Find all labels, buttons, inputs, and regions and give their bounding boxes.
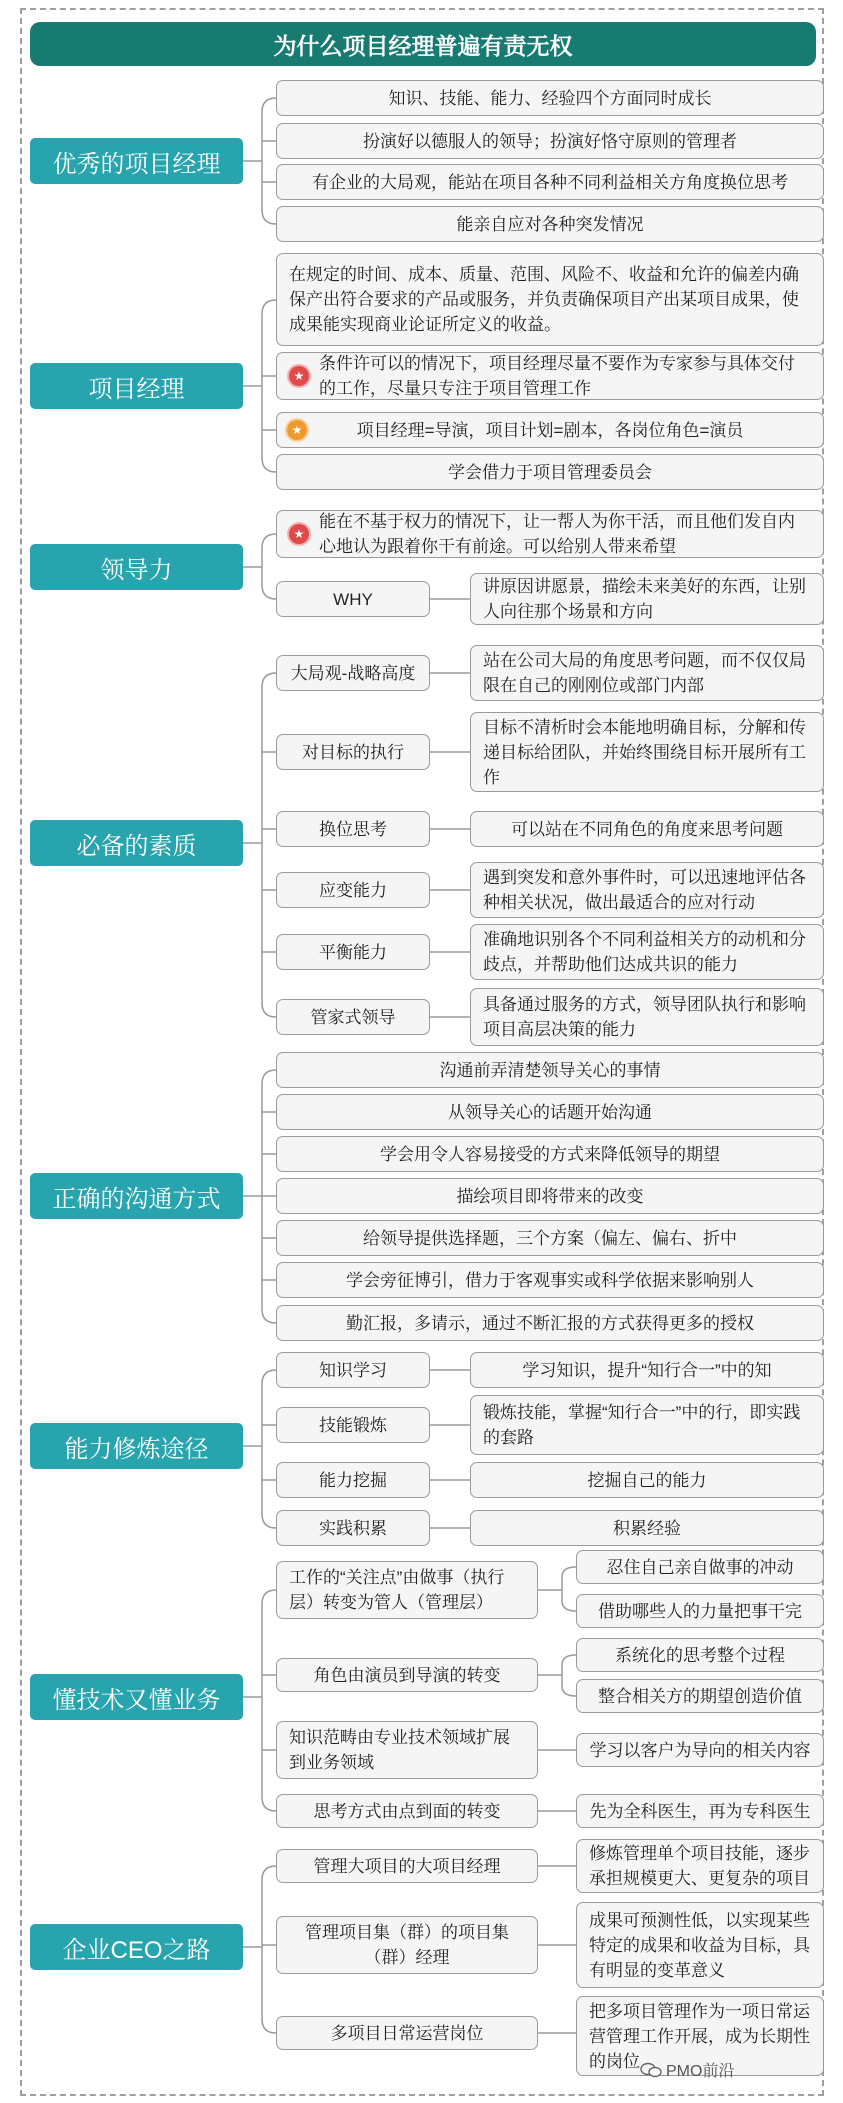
node-path-label-3: 能力挖掘 <box>276 1462 430 1498</box>
node-tb-item-3a: 学习以客户为导向的相关内容 <box>576 1733 824 1767</box>
node-leadership-why-desc: 讲原因讲愿景，描绘未来美好的东西，让别人向往那个场景和方向 <box>470 573 824 625</box>
node-tb-item-2a: 系统化的思考整个过程 <box>576 1638 824 1672</box>
node-quality-label-5: 平衡能力 <box>276 934 430 970</box>
node-leadership-def <box>276 510 824 558</box>
node-comm-2: 从领导关心的话题开始沟通 <box>276 1094 824 1130</box>
node-quality-label-2: 对目标的执行 <box>276 734 430 770</box>
node-quality-label-6: 管家式领导 <box>276 999 430 1035</box>
node-ceo-desc-1: 修炼管理单个项目技能，逐步承担规模更大、更复杂的项目 <box>576 1839 824 1893</box>
node-path-label-4: 实践积累 <box>276 1510 430 1546</box>
node-pm-director <box>276 412 824 448</box>
node-leadership-def-text: 能在不基于权力的情况下，让一帮人为你干活，而且他们发自内心地认为跟着你干有前途。可以给别人带来希望 <box>319 512 795 556</box>
node-path-desc-3: 挖掘自己的能力 <box>470 1462 824 1498</box>
diagram-title: 为什么项目经理普遍有责无权 <box>30 22 816 66</box>
node-tb-item-1b: 借助哪些人的力量把事干完 <box>576 1594 824 1628</box>
node-ceo-label-3: 多项目日常运营岗位 <box>276 2016 538 2050</box>
node-quality-desc-4: 遇到突发和意外事件时，可以迅速地评估各种相关状况，做出最适合的应对行动 <box>470 862 824 918</box>
category-qualities: 必备的素质 <box>30 820 243 866</box>
node-quality-desc-3: 可以站在不同角色的角度来思考问题 <box>470 811 824 847</box>
node-quality-label-4: 应变能力 <box>276 872 430 908</box>
node-tb-item-1a: 忍住自己亲自做事的冲动 <box>576 1550 824 1584</box>
node-excellent-pm-2: 扮演好以德服人的领导；扮演好恪守原则的管理者 <box>276 123 824 159</box>
node-ceo-desc-2: 成果可预测性低，以实现某些特定的成果和收益为目标，具有明显的变革意义 <box>576 1902 824 1988</box>
node-excellent-pm-1: 知识、技能、能力、经验四个方面同时成长 <box>276 80 824 116</box>
category-tech-and-business: 懂技术又懂业务 <box>30 1674 243 1720</box>
node-comm-7: 勤汇报，多请示，通过不断汇报的方式获得更多的授权 <box>276 1305 824 1341</box>
category-project-manager: 项目经理 <box>30 363 243 409</box>
wechat-icon <box>640 2062 662 2078</box>
node-path-desc-1: 学习知识，提升“知行合一”中的知 <box>470 1352 824 1388</box>
node-ceo-label-1: 管理大项目的大项目经理 <box>276 1849 538 1883</box>
node-ceo-label-2: 管理项目集（群）的项目集（群）经理 <box>276 1916 538 1974</box>
watermark <box>640 2058 734 2081</box>
node-comm-6: 学会旁征博引，借力于客观事实或科学依据来影响别人 <box>276 1262 824 1298</box>
node-quality-label-1: 大局观-战略高度 <box>276 655 430 691</box>
node-comm-1: 沟通前弄清楚领导关心的事情 <box>276 1052 824 1088</box>
node-tb-item-2b: 整合相关方的期望创造价值 <box>576 1679 824 1713</box>
node-comm-4: 描绘项目即将带来的改变 <box>276 1178 824 1214</box>
node-path-desc-4: 积累经验 <box>470 1510 824 1546</box>
node-pm-focus <box>276 352 824 400</box>
node-tb-label-4: 思考方式由点到面的转变 <box>276 1794 538 1828</box>
node-excellent-pm-4: 能亲自应对各种突发情况 <box>276 206 824 242</box>
node-ceo-desc-3: 把多项目管理作为一项日常运营管理工作开展，成为长期性的岗位 <box>576 1996 824 2076</box>
node-pm-definition: 在规定的时间、成本、质量、范围、风险不、收益和允许的偏差内确保产出符合要求的产品或服务，并负责确保项目产出某项目成果，使成果能实现商业论证所定义的收益。 <box>276 253 824 346</box>
node-tb-label-2: 角色由演员到导演的转变 <box>276 1658 538 1692</box>
node-tb-item-4a: 先为全科医生，再为专科医生 <box>576 1794 824 1828</box>
star-icon: ★ <box>289 524 309 544</box>
category-training-path: 能力修炼途径 <box>30 1423 243 1469</box>
star-icon: ★ <box>287 420 307 440</box>
category-ceo-path: 企业CEO之路 <box>30 1924 243 1970</box>
node-path-label-2: 技能锻炼 <box>276 1407 430 1443</box>
node-quality-desc-2: 目标不清析时会本能地明确目标，分解和传递目标给团队，并始终围绕目标开展所有工作 <box>470 712 824 792</box>
node-comm-3: 学会用令人容易接受的方式来降低领导的期望 <box>276 1136 824 1172</box>
node-leadership-why: WHY <box>276 581 430 617</box>
node-quality-label-3: 换位思考 <box>276 811 430 847</box>
node-path-desc-2: 锻炼技能，掌握“知行合一”中的行，即实践的套路 <box>470 1395 824 1455</box>
node-pm-director-text: 项目经理=导演，项目计划=剧本，各岗位角色=演员 <box>356 420 744 440</box>
node-tb-label-3: 知识范畴由专业技术领域扩展到业务领域 <box>276 1721 538 1779</box>
node-quality-desc-5: 准确地识别各个不同利益相关方的动机和分歧点，并帮助他们达成共识的能力 <box>470 924 824 980</box>
node-excellent-pm-3: 有企业的大局观，能站在项目各种不同利益相关方角度换位思考 <box>276 164 824 200</box>
node-pm-focus-text: 条件许可以的情况下，项目经理尽量不要作为专家参与具体交付的工作，尽量只专注于项目管理工作 <box>319 354 795 398</box>
node-quality-desc-6: 具备通过服务的方式，领导团队执行和影响项目高层决策的能力 <box>470 988 824 1046</box>
category-communication: 正确的沟通方式 <box>30 1173 243 1219</box>
node-pm-committee: 学会借力于项目管理委员会 <box>276 454 824 490</box>
node-path-label-1: 知识学习 <box>276 1352 430 1388</box>
star-icon: ★ <box>289 366 309 386</box>
node-quality-desc-1: 站在公司大局的角度思考问题，而不仅仅局限在自己的刚刚位或部门内部 <box>470 645 824 701</box>
watermark-text: PMO前沿 <box>666 2063 735 2080</box>
node-comm-5: 给领导提供选择题，三个方案（偏左、偏右、折中 <box>276 1220 824 1256</box>
node-tb-label-1: 工作的“关注点”由做事（执行层）转变为管人（管理层） <box>276 1561 538 1619</box>
category-leadership: 领导力 <box>30 544 243 590</box>
category-excellent-pm: 优秀的项目经理 <box>30 138 243 184</box>
